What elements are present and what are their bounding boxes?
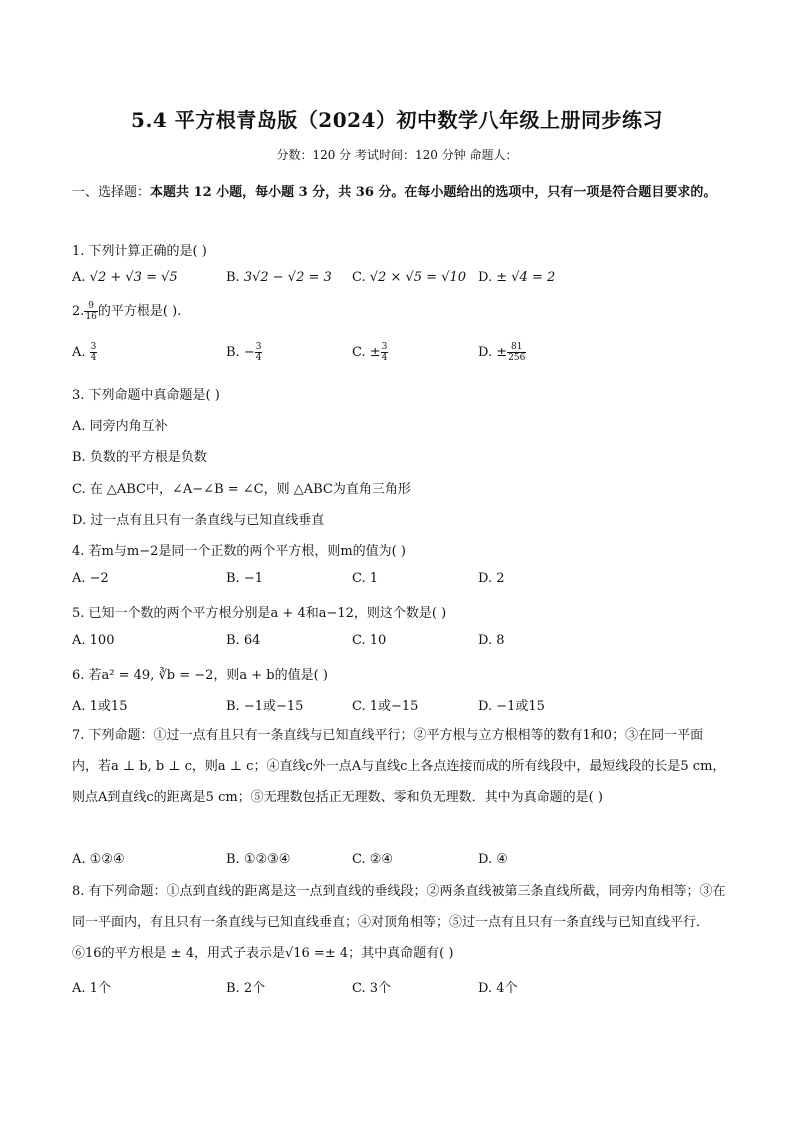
question-3-stem: 3. 下列命题中真命题是( ) <box>72 388 220 403</box>
q5-option-c: C. 10 <box>352 633 387 648</box>
q2-fraction: $\frac{9}{16}$ <box>85 301 97 322</box>
question-1-stem: 1. 下列计算正确的是( ) <box>72 244 207 259</box>
q2-option-a: A. $\frac{3}{4}$ <box>72 342 97 363</box>
q7-option-c: C. ②④ <box>352 852 394 867</box>
section-heading <box>72 177 732 208</box>
q7-option-d: D. ④ <box>478 852 508 867</box>
q1-option-b: B. 3√2 − √2 = 3 <box>226 270 332 285</box>
question-8-options <box>72 977 732 997</box>
q1-option-c-expr: √2 × √5 = √10 <box>369 270 467 285</box>
q7-option-b: B. ①②③④ <box>226 852 291 867</box>
question-5-stem: 5. 已知一个数的两个平方根分别是a + 4和a−12，则这个数是( ) <box>72 606 447 621</box>
q1-option-b-expr: 3√2 − √2 = 3 <box>243 270 332 285</box>
q6-option-b: B. −1或−15 <box>226 699 304 714</box>
q2-number: 2. <box>72 304 85 319</box>
q1-option-c: C. √2 × √5 = √10 <box>352 270 467 285</box>
question-7-stem: 7. 下列命题：①过一点有且只有一条直线与已知直线平行；②平方根与立方根相等的数有1和0；③在同一平面内，若a ⊥ b, b ⊥ c，则a ⊥ c；④直线c外一点A与直线c上各点连接而成的所有线段中，最短线段的长是5 cm，则点A到直线c的距离是5 cm；⑤无理数包括正无理数、零和负无理数．其中为真命题的是( ) <box>72 728 726 805</box>
question-2-options <box>72 342 732 362</box>
q2-option-b: B. − $\frac{3}{4}$ <box>226 342 262 363</box>
exam-meta: 分数：120 分 考试时间：120 分钟 命题人： <box>276 148 518 162</box>
q4-option-c: C. 1 <box>352 571 379 586</box>
q1-option-d-expr: ± √4 = 2 <box>496 270 556 285</box>
q6-option-c: C. 1或−15 <box>352 699 419 714</box>
section-instructions: 本题共 12 小题，每小题 3 分，共 36 分。在每小题给出的选项中，只有一项是符合题目要求的。 <box>150 185 717 200</box>
q8-option-d: D. 4个 <box>478 981 518 996</box>
q7-option-a: A. ①②④ <box>72 852 125 867</box>
q1-option-d: D. ± √4 = 2 <box>478 270 556 285</box>
q5-option-d: D. 8 <box>478 633 505 648</box>
q3-option-d: D. 过一点有且只有一条直线与已知直线垂直 <box>72 513 325 528</box>
q3-option-c: C. 在 △ABC中，∠A−∠B = ∠C，则 △ABC为直角三角形 <box>72 482 411 497</box>
q6-option-a: A. 1或15 <box>72 699 128 714</box>
question-5-options <box>72 633 732 653</box>
q6-option-d: D. −1或15 <box>478 699 545 714</box>
q3-option-b: B. 负数的平方根是负数 <box>72 450 207 465</box>
q4-option-b: B. −1 <box>226 571 263 586</box>
q1-option-a: A. √2 + √3 = √5 <box>72 270 178 285</box>
question-6-options <box>72 695 732 715</box>
question-4-stem: 4. 若m与m−2是同一个正数的两个平方根，则m的值为( ) <box>72 544 406 559</box>
question-1-options <box>72 270 732 290</box>
q1-option-a-expr: √2 + √3 = √5 <box>89 270 178 285</box>
q4-option-a: A. −2 <box>72 571 109 586</box>
question-8-stem: 8. 有下列命题：①点到直线的距离是这一点到直线的垂线段；②两条直线被第三条直线所截，同旁内角相等；③在同一平面内，有且只有一条直线与已知直线垂直；④对顶角相等；⑤过一点有且只有一条直线与已知直线平行．⑥16的平方根是 ± 4，用式子表示是√16 =± 4；其中真命题有( ) <box>72 884 726 961</box>
q5-option-a: A. 100 <box>72 633 115 648</box>
q5-option-b: B. 64 <box>226 633 261 648</box>
section-lead: 一、选择题： <box>72 185 151 200</box>
page-title: 5.4 平方根青岛版（2024）初中数学八年级上册同步练习 <box>131 108 663 132</box>
q8-option-b: B. 2个 <box>226 981 266 996</box>
q2-option-d: D. ± $\frac{81}{256}$ <box>478 342 526 363</box>
q3-option-a: A. 同旁内角互补 <box>72 419 168 434</box>
q4-option-d: D. 2 <box>478 571 505 586</box>
question-7-options <box>72 852 732 872</box>
q2-option-c: C. ± $\frac{3}{4}$ <box>352 342 388 363</box>
question-6-stem: 6. 若a² = 49, ∛b = −2，则a + b的值是( ) <box>72 668 328 683</box>
q2-stem-tail: 的平方根是( ). <box>97 304 182 319</box>
q8-option-c: C. 3个 <box>352 981 392 996</box>
q8-option-a: A. 1个 <box>72 981 111 996</box>
question-4-options <box>72 571 732 591</box>
question-2-stem <box>72 300 181 322</box>
